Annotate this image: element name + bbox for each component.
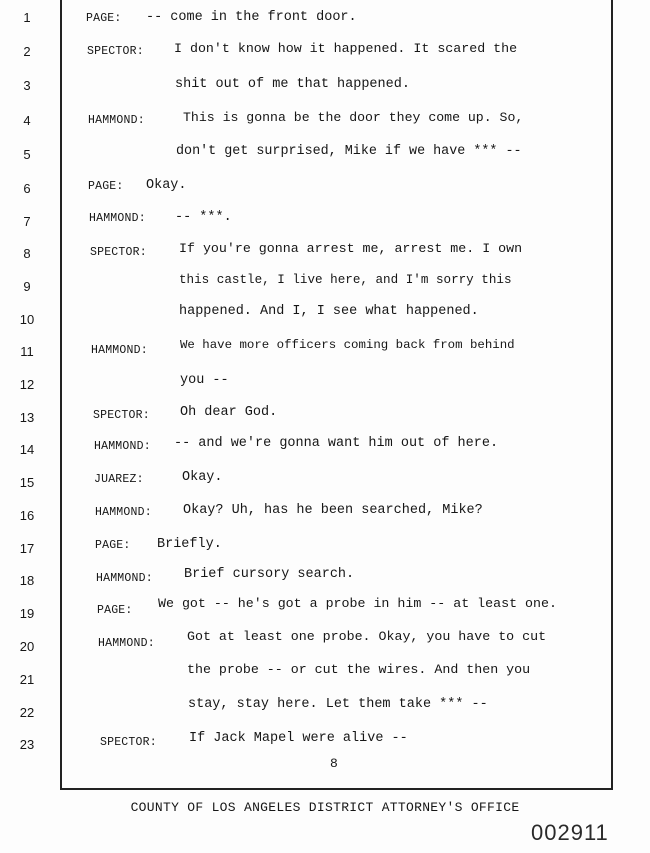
line-text: the probe -- or cut the wires. And then you [187, 662, 531, 677]
speaker-label: PAGE: [95, 539, 131, 552]
speaker-label: PAGE: [86, 12, 122, 25]
line-number: 9 [23, 279, 31, 294]
line-number: 21 [19, 672, 35, 687]
speaker-label: JUAREZ: [94, 473, 144, 486]
line-number: 12 [19, 377, 35, 392]
speaker-label: SPECTOR: [100, 736, 157, 749]
line-number: 7 [23, 214, 31, 229]
line-number: 6 [23, 181, 31, 196]
speaker-label: SPECTOR: [87, 45, 144, 58]
line-text: Okay. [146, 178, 187, 193]
speaker-label: HAMMOND: [94, 440, 151, 453]
speaker-label: SPECTOR: [90, 246, 147, 259]
line-text: -- ***. [175, 210, 232, 225]
line-number: 1 [23, 10, 31, 25]
line-number: 22 [19, 705, 35, 720]
line-number: 23 [19, 737, 35, 752]
line-text: this castle, I live here, and I'm sorry this [179, 273, 512, 287]
speaker-label: HAMMOND: [88, 114, 145, 127]
line-text: Okay. [182, 470, 223, 485]
line-number: 18 [19, 573, 35, 588]
line-number: 8 [23, 246, 31, 261]
line-number: 15 [19, 475, 35, 490]
line-number: 10 [19, 312, 35, 327]
speaker-label: PAGE: [88, 180, 124, 193]
line-text: Brief cursory search. [184, 567, 355, 582]
right-margin-rule [611, 0, 613, 790]
line-text: Okay? Uh, has he been searched, Mike? [183, 503, 483, 518]
line-number: 11 [20, 344, 34, 359]
speaker-label: HAMMOND: [89, 212, 146, 225]
line-number: 13 [19, 410, 35, 425]
line-text: If you're gonna arrest me, arrest me. I own [179, 241, 523, 256]
line-text: -- and we're gonna want him out of here. [174, 436, 499, 451]
line-text: Oh dear God. [180, 405, 278, 420]
speaker-label: HAMMOND: [95, 506, 152, 519]
line-number: 20 [19, 639, 35, 654]
line-text: I don't know how it happened. It scared the [174, 41, 518, 56]
bates-number: 002911 [531, 820, 609, 845]
line-number: 2 [23, 44, 31, 59]
line-text: Briefly. [157, 537, 222, 552]
line-text: This is gonna be the door they come up. So, [183, 110, 524, 125]
line-number: 3 [23, 78, 31, 93]
line-text: We got -- he's got a probe in him -- at least one. [158, 596, 557, 611]
line-text: We have more officers coming back from behind [180, 338, 515, 352]
speaker-label: HAMMOND: [98, 637, 155, 650]
line-text: don't get surprised, Mike if we have *** -- [176, 144, 522, 159]
bottom-margin-rule [60, 788, 613, 790]
line-number: 4 [23, 113, 31, 128]
page-number: 8 [330, 756, 338, 771]
speaker-label: HAMMOND: [96, 572, 153, 585]
left-margin-rule [60, 0, 62, 790]
footer-office-name: COUNTY OF LOS ANGELES DISTRICT ATTORNEY'S OFFICE [130, 800, 520, 815]
line-text: happened. And I, I see what happened. [179, 304, 479, 319]
line-text: -- come in the front door. [146, 10, 357, 25]
line-number: 14 [19, 442, 35, 457]
line-number: 19 [19, 606, 35, 621]
line-text: stay, stay here. Let them take *** -- [188, 697, 488, 712]
speaker-label: SPECTOR: [93, 409, 150, 422]
line-text: If Jack Mapel were alive -- [189, 731, 408, 746]
speaker-label: HAMMOND: [91, 344, 148, 357]
speaker-label: PAGE: [97, 604, 133, 617]
line-text: shit out of me that happened. [175, 77, 410, 92]
line-number: 5 [23, 147, 31, 162]
line-number: 17 [19, 541, 35, 556]
line-text: Got at least one probe. Okay, you have to cut [187, 629, 547, 644]
line-number: 16 [19, 508, 35, 523]
line-text: you -- [180, 373, 229, 388]
